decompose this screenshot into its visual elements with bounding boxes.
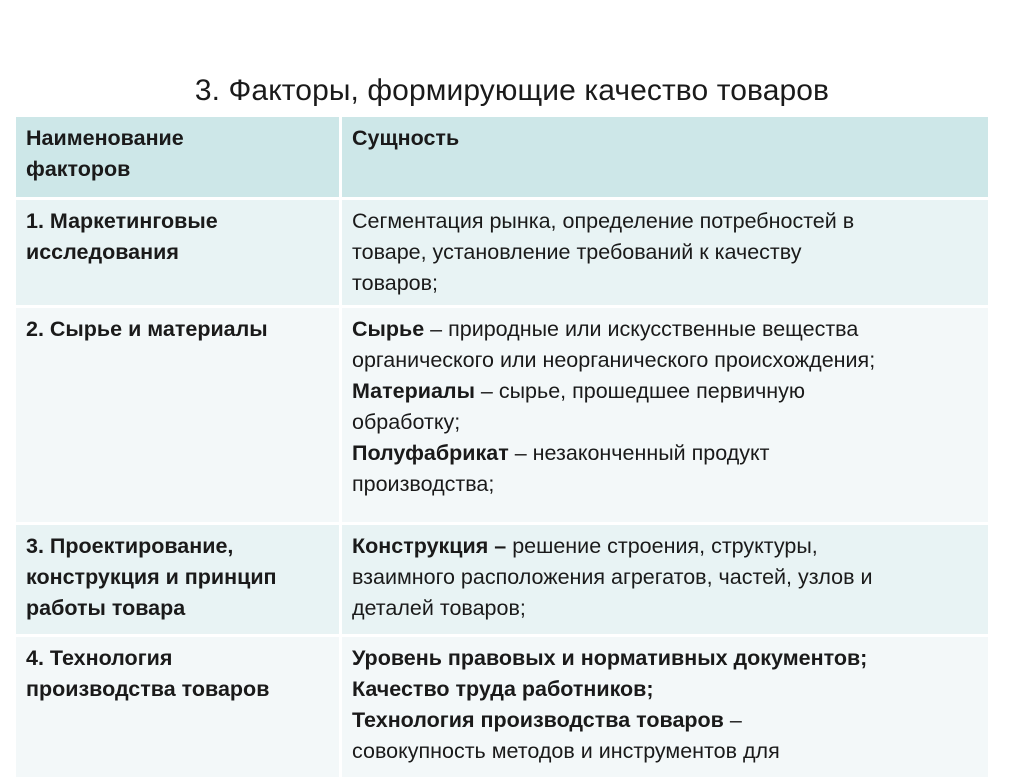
term-raw-material: Сырье xyxy=(352,317,425,341)
essence-cell xyxy=(342,308,988,522)
essence-text: – незаконченный продукт xyxy=(508,441,770,465)
factor-cell xyxy=(16,637,342,777)
term-production-technology: Технология производства товаров xyxy=(352,708,724,732)
header-factor-line: факторов xyxy=(26,157,131,181)
essence-line: деталей товаров; xyxy=(352,596,526,620)
table-row xyxy=(16,525,988,637)
factor-line: конструкция и принцип xyxy=(26,565,277,589)
term-construction: Конструкция – xyxy=(352,534,507,558)
essence-line: взаимного расположения агрегатов, частей, узлов и xyxy=(352,565,873,589)
header-essence-label: Сущность xyxy=(352,126,460,150)
essence-text: решение строения, структуры, xyxy=(506,534,818,558)
table-row xyxy=(16,200,988,308)
table-row xyxy=(16,308,988,525)
essence-cell xyxy=(342,637,988,777)
term-semi-finished: Полуфабрикат xyxy=(352,441,509,465)
factor-cell xyxy=(16,308,342,522)
essence-line xyxy=(352,438,978,469)
essence-line: обработку; xyxy=(352,410,461,434)
essence-line: товаре, установление требований к качеству xyxy=(352,240,802,264)
factor-cell xyxy=(16,200,342,305)
essence-line xyxy=(352,314,978,345)
header-factor-name xyxy=(16,117,342,197)
essence-line xyxy=(352,531,978,562)
essence-text: – сырье, прошедшее первичную xyxy=(474,379,806,403)
table-row xyxy=(16,637,988,780)
essence-cell xyxy=(342,525,988,634)
essence-line: органического или неорганического происхождения; xyxy=(352,348,876,372)
factor-cell xyxy=(16,525,342,634)
factor-line: 4. Технология xyxy=(26,646,173,670)
essence-line: Качество труда работников; xyxy=(352,677,654,701)
essence-line: совокупность методов и инструментов для xyxy=(352,739,780,763)
factor-line: 1. Маркетинговые xyxy=(26,209,218,233)
header-essence xyxy=(342,117,988,197)
essence-line: производства; xyxy=(352,472,495,496)
factor-line: 2. Сырье и материалы xyxy=(26,317,268,341)
term-materials: Материалы xyxy=(352,379,475,403)
factors-table xyxy=(16,117,988,780)
essence-line xyxy=(352,705,978,736)
slide-title: 3. Факторы, формирующие качество товаров xyxy=(194,74,830,107)
essence-line: Сегментация рынка, определение потребностей в xyxy=(352,209,855,233)
essence-text: – природные или искусственные вещества xyxy=(424,317,859,341)
essence-cell xyxy=(342,200,988,305)
factor-line: 3. Проектирование, xyxy=(26,534,234,558)
factor-line: работы товара xyxy=(26,596,186,620)
essence-line: товаров; xyxy=(352,271,439,295)
essence-line: Уровень правовых и нормативных документов; xyxy=(352,646,868,670)
essence-line xyxy=(352,376,978,407)
factor-line: производства товаров xyxy=(26,677,270,701)
factor-line: исследования xyxy=(26,240,179,264)
header-factor-line: Наименование xyxy=(26,126,184,150)
essence-text: – xyxy=(723,708,742,732)
table-header-row xyxy=(16,117,988,200)
